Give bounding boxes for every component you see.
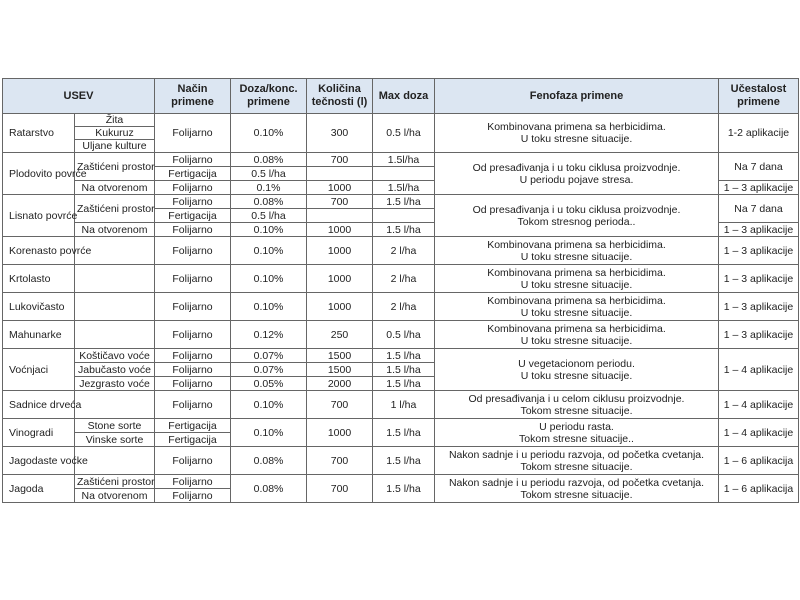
kolicina-cell: 1000 [307,293,373,321]
max-cell: 1.5 l/ha [373,447,435,475]
table-row [3,349,799,363]
max-cell: 1.5l/ha [373,181,435,195]
header-doza: Doza/konc. primene [231,79,307,114]
kolicina-cell: 300 [307,114,373,153]
kolicina-cell: 2000 [307,377,373,391]
fenofaza-cell: Nakon sadnje i u periodu razvoja, od početka cvetanja. Tokom stresne situacije. [435,447,719,475]
max-cell: 1.5 l/ha [373,363,435,377]
max-cell: 1.5 l/ha [373,223,435,237]
max-cell: 1.5l/ha [373,153,435,167]
fenofaza-cell: Nakon sadnje i u periodu razvoja, od početka cvetanja. Tokom stresne situacije. [435,475,719,503]
nacin-cell: Folijarno [155,153,231,167]
kolicina-cell: 1000 [307,265,373,293]
crop-cell: Lukovičasto [3,293,75,321]
fenofaza-cell: U periodu rasta. Tokom stresne situacije.. [435,419,719,447]
doza-cell: 0.08% [231,447,307,475]
table-row [3,475,799,489]
max-cell: 2 l/ha [373,237,435,265]
max-cell: 0.5 l/ha [373,321,435,349]
doza-cell: 0.1% [231,181,307,195]
doza-cell: 0.10% [231,114,307,153]
kolicina-cell: 1000 [307,181,373,195]
subtype-cell: Uljane kulture [75,140,155,153]
kolicina-cell: 700 [307,153,373,167]
doza-cell: 0.10% [231,391,307,419]
nacin-cell: Fertigacija [155,419,231,433]
fenofaza-cell: Kombinovana primena sa herbicidima. U toku stresne situacije. [435,114,719,153]
application-table [2,78,799,503]
doza-cell: 0.5 l/ha [231,167,307,181]
subtype-cell [75,265,155,293]
fenofaza-cell: U vegetacionom periodu. U toku stresne situacije. [435,349,719,391]
max-cell: 2 l/ha [373,293,435,321]
subtype-cell [75,321,155,349]
ucestalost-cell: 1 – 6 aplikacija [719,447,799,475]
nacin-cell: Folijarno [155,321,231,349]
subtype-cell: Vinske sorte [75,433,155,447]
header-usev: USEV [3,79,155,114]
fenofaza-cell: Od presađivanja i u toku ciklusa proizvodnje. U periodu pojave stresa. [435,153,719,195]
crop-cell: Krtolasto [3,265,75,293]
subtype-cell [75,293,155,321]
table-row [3,153,799,167]
nacin-cell: Folijarno [155,237,231,265]
max-cell: 1.5 l/ha [373,475,435,503]
subtype-cell: Zaštićeni prostor [75,195,155,223]
table-row [3,237,799,265]
subtype-cell: Na otvorenom [75,181,155,195]
max-cell: 1.5 l/ha [373,419,435,447]
fenofaza-cell: Kombinovana primena sa herbicidima. U toku stresne situacije. [435,321,719,349]
max-cell: 1.5 l/ha [373,349,435,363]
nacin-cell: Folijarno [155,195,231,209]
header-kolicina: Količina tečnosti (l) [307,79,373,114]
kolicina-cell: 250 [307,321,373,349]
header-row [3,79,799,114]
nacin-cell: Folijarno [155,391,231,419]
table-row [3,447,799,475]
ucestalost-cell: 1 – 3 aplikacije [719,265,799,293]
nacin-cell: Fertigacija [155,209,231,223]
max-cell: 2 l/ha [373,265,435,293]
ucestalost-cell: 1 – 4 aplikacije [719,349,799,391]
table-row [3,265,799,293]
crop-cell: Lisnato povrće [3,195,75,237]
subtype-cell: Stone sorte [75,419,155,433]
nacin-cell: Folijarno [155,293,231,321]
crop-cell: Mahunarke [3,321,75,349]
max-cell [373,167,435,181]
doza-cell: 0.08% [231,153,307,167]
crop-cell: Voćnjaci [3,349,75,391]
crop-cell: Korenasto povrće [3,237,75,265]
nacin-cell: Folijarno [155,114,231,153]
nacin-cell: Folijarno [155,265,231,293]
subtype-cell: Zaštićeni prostor [75,153,155,181]
header-ucestalost: Učestalost primene [719,79,799,114]
nacin-cell: Folijarno [155,475,231,489]
subtype-cell: Zaštićeni prostor [75,475,155,489]
kolicina-cell: 700 [307,195,373,209]
nacin-cell: Folijarno [155,489,231,503]
nacin-cell: Folijarno [155,223,231,237]
doza-cell: 0.10% [231,265,307,293]
nacin-cell: Folijarno [155,363,231,377]
kolicina-cell: 1500 [307,363,373,377]
subtype-cell: Jezgrasto voće [75,377,155,391]
doza-cell: 0.10% [231,419,307,447]
nacin-cell: Fertigacija [155,167,231,181]
table-row [3,419,799,433]
nacin-cell: Folijarno [155,181,231,195]
kolicina-cell [307,167,373,181]
ucestalost-cell: 1-2 aplikacije [719,114,799,153]
crop-cell: Jagoda [3,475,75,503]
ucestalost-cell: Na 7 dana [719,195,799,223]
nacin-cell: Folijarno [155,447,231,475]
kolicina-cell: 700 [307,475,373,503]
doza-cell: 0.05% [231,377,307,391]
fenofaza-cell: Kombinovana primena sa herbicidima. U toku stresne situacije. [435,237,719,265]
doza-cell: 0.07% [231,349,307,363]
table-row [3,293,799,321]
doza-cell: 0.10% [231,237,307,265]
crop-cell: Sadnice drveća [3,391,75,419]
fenofaza-cell: Od presađivanja i u celom ciklusu proizvodnje. Tokom stresne situacije. [435,391,719,419]
crop-cell: Plodovito povrće [3,153,75,195]
table-row [3,114,799,127]
table-row [3,195,799,209]
doza-cell: 0.08% [231,475,307,503]
subtype-cell: Kukuruz [75,127,155,140]
ucestalost-cell: 1 – 4 aplikacije [719,391,799,419]
header-max: Max doza [373,79,435,114]
crop-cell: Vinogradi [3,419,75,447]
fenofaza-cell: Od presađivanja i u toku ciklusa proizvodnje. Tokom stresnog perioda.. [435,195,719,237]
nacin-cell: Fertigacija [155,433,231,447]
kolicina-cell: 700 [307,447,373,475]
crop-cell: Jagodaste voćke [3,447,75,475]
subtype-cell: Na otvorenom [75,489,155,503]
ucestalost-cell: 1 – 3 aplikacije [719,293,799,321]
subtype-cell: Jabučasto voće [75,363,155,377]
max-cell: 1 l/ha [373,391,435,419]
kolicina-cell: 1000 [307,419,373,447]
ucestalost-cell: 1 – 3 aplikacije [719,237,799,265]
nacin-cell: Folijarno [155,349,231,363]
max-cell: 1.5 l/ha [373,195,435,209]
table-row [3,391,799,419]
max-cell: 1.5 l/ha [373,377,435,391]
doza-cell: 0.10% [231,223,307,237]
subtype-cell: Žita [75,114,155,127]
doza-cell: 0.07% [231,363,307,377]
doza-cell: 0.5 l/ha [231,209,307,223]
header-nacin: Način primene [155,79,231,114]
ucestalost-cell: 1 – 4 aplikacije [719,419,799,447]
doza-cell: 0.08% [231,195,307,209]
doza-cell: 0.12% [231,321,307,349]
subtype-cell: Koštičavo voće [75,349,155,363]
doza-cell: 0.10% [231,293,307,321]
ucestalost-cell: 1 – 3 aplikacije [719,321,799,349]
ucestalost-cell: 1 – 6 aplikacija [719,475,799,503]
crop-cell: Ratarstvo [3,114,75,153]
kolicina-cell: 1500 [307,349,373,363]
ucestalost-cell: Na 7 dana [719,153,799,181]
fenofaza-cell: Kombinovana primena sa herbicidima. U toku stresne situacije. [435,293,719,321]
kolicina-cell [307,209,373,223]
table-row [3,321,799,349]
kolicina-cell: 1000 [307,223,373,237]
header-fenofaza: Fenofaza primene [435,79,719,114]
nacin-cell: Folijarno [155,377,231,391]
kolicina-cell: 1000 [307,237,373,265]
fenofaza-cell: Kombinovana primena sa herbicidima. U toku stresne situacije. [435,265,719,293]
max-cell [373,209,435,223]
subtype-cell [75,391,155,419]
ucestalost-cell: 1 – 3 aplikacije [719,181,799,195]
max-cell: 0.5 l/ha [373,114,435,153]
kolicina-cell: 700 [307,391,373,419]
ucestalost-cell: 1 – 3 aplikacije [719,223,799,237]
subtype-cell: Na otvorenom [75,223,155,237]
